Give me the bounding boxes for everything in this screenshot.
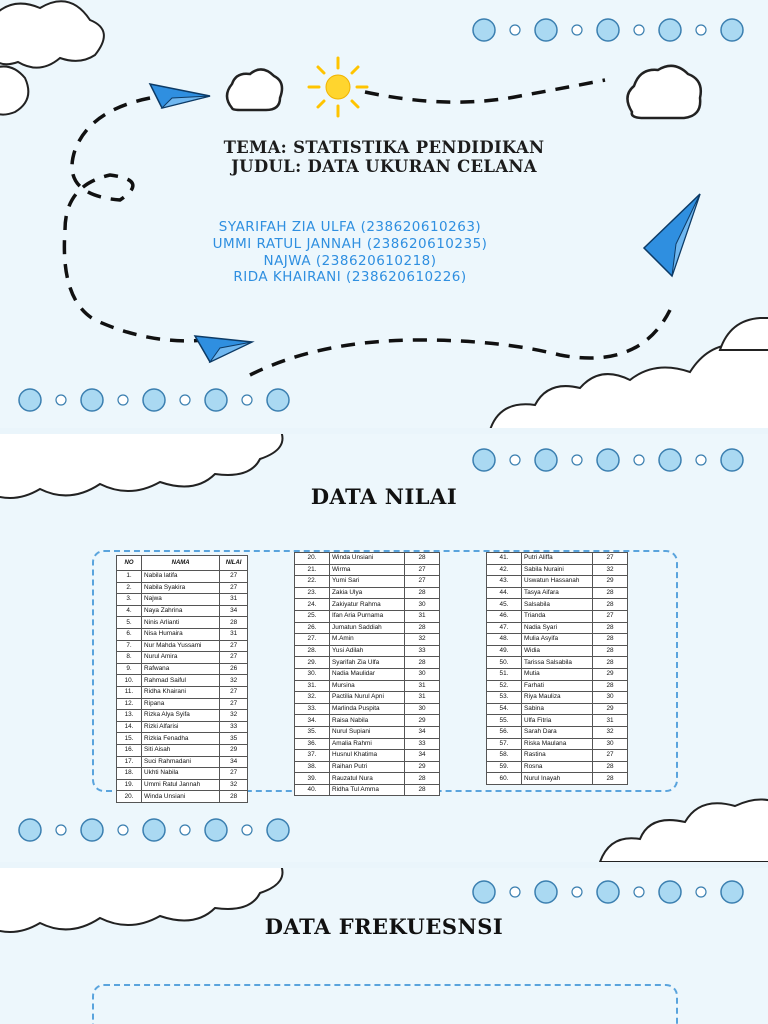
row-nilai: 31 (220, 628, 248, 640)
row-nilai: 28 (220, 617, 248, 629)
row-nama: Rizki Alfarisi (142, 721, 220, 733)
row-no: 28. (295, 645, 330, 657)
table-row (295, 645, 440, 657)
table-row (117, 721, 248, 733)
row-nama: Ripana (142, 698, 220, 710)
table-row (487, 564, 628, 576)
judul-title: JUDUL: DATA UKURAN CELANA (231, 157, 537, 176)
row-nama: Winda Unsiani (142, 791, 220, 803)
table-row (487, 587, 628, 599)
table-row (117, 686, 248, 698)
row-nama: Rizkia Fenadha (142, 733, 220, 745)
table-row (117, 779, 248, 791)
row-nama: Naya Zahrina (142, 605, 220, 617)
row-nama: Nur Mahda Yussami (142, 640, 220, 652)
row-nilai: 26 (220, 663, 248, 675)
row-nama: Widia (522, 645, 593, 657)
row-no: 29. (295, 657, 330, 669)
row-no: 56. (487, 726, 522, 738)
row-nama: Yusi Adilah (330, 645, 405, 657)
table-row (117, 744, 248, 756)
row-no: 54. (487, 703, 522, 715)
row-nilai: 31 (405, 610, 440, 622)
row-nilai: 27 (593, 553, 628, 565)
row-nilai: 32 (220, 710, 248, 722)
row-nama: Ifan Aria Purnama (330, 610, 405, 622)
row-nama: Winda Unsiani (330, 553, 405, 565)
row-no: 9. (117, 663, 142, 675)
row-nama: Uswatun Hassanah (522, 576, 593, 588)
row-nama: Nisa Humaira (142, 628, 220, 640)
row-nilai: 27 (593, 750, 628, 762)
row-nilai: 31 (593, 715, 628, 727)
row-no: 2. (117, 582, 142, 594)
row-no: 27. (295, 634, 330, 646)
row-nilai: 29 (405, 715, 440, 727)
table-row (295, 784, 440, 796)
row-no: 53. (487, 692, 522, 704)
row-nama: Zakiyatur Rahma (330, 599, 405, 611)
table-row (295, 761, 440, 773)
row-nilai: 32 (593, 726, 628, 738)
table-row (487, 726, 628, 738)
row-nama: Salsabila (522, 599, 593, 611)
table-row (487, 634, 628, 646)
table-row (117, 768, 248, 780)
row-nilai: 28 (405, 553, 440, 565)
row-nilai: 27 (405, 576, 440, 588)
row-nilai: 27 (220, 652, 248, 664)
row-nama: Farhati (522, 680, 593, 692)
row-no: 42. (487, 564, 522, 576)
row-no: 45. (487, 599, 522, 611)
bubble-decoration (473, 881, 743, 903)
row-nilai: 32 (593, 564, 628, 576)
table-row (117, 652, 248, 664)
table-row (487, 703, 628, 715)
table-row (117, 571, 248, 583)
row-nilai: 34 (220, 605, 248, 617)
table-row (117, 640, 248, 652)
row-no: 57. (487, 738, 522, 750)
row-nilai: 28 (593, 622, 628, 634)
table-row (295, 634, 440, 646)
row-nilai: 28 (405, 587, 440, 599)
author-1: SYARIFAH ZIA ULFA (238620610263) (218, 219, 482, 235)
table-row (295, 738, 440, 750)
row-no: 36. (295, 738, 330, 750)
row-nilai: 34 (220, 756, 248, 768)
row-nama: Ninis Arlianti (142, 617, 220, 629)
table-row (117, 582, 248, 594)
table-row (487, 657, 628, 669)
row-nama: Zakia Ulya (330, 587, 405, 599)
row-no: 31. (295, 680, 330, 692)
table-row (117, 733, 248, 745)
table-row (487, 576, 628, 588)
table-row (295, 587, 440, 599)
row-nilai: 30 (405, 703, 440, 715)
table-row (295, 750, 440, 762)
row-no: 22. (295, 576, 330, 588)
row-nama: Pactilia Nurul Apni (330, 692, 405, 704)
data-table-col1 (116, 555, 248, 803)
row-nilai: 28 (405, 657, 440, 669)
row-nama: Trianda (522, 610, 593, 622)
bubble-decoration (19, 19, 743, 411)
table-row (117, 675, 248, 687)
row-nilai: 27 (220, 640, 248, 652)
row-nilai: 28 (593, 599, 628, 611)
table-row (487, 553, 628, 565)
row-nama: Mulia Asyifa (522, 634, 593, 646)
row-nama: Nabila latifa (142, 571, 220, 583)
cloud-icon (0, 1, 104, 114)
table-row (117, 605, 248, 617)
table-row (487, 645, 628, 657)
data-nilai-page (0, 434, 768, 862)
row-no: 33. (295, 703, 330, 715)
cover-decoration (0, 0, 768, 428)
table-row (117, 791, 248, 803)
row-nilai: 27 (220, 582, 248, 594)
row-nilai: 32 (220, 779, 248, 791)
table-row (487, 750, 628, 762)
data-table-col3 (486, 552, 628, 785)
row-no: 50. (487, 657, 522, 669)
row-no: 15. (117, 733, 142, 745)
paper-plane-icon (150, 84, 210, 108)
table-row (295, 668, 440, 680)
row-nama: Jumatun Saddiah (330, 622, 405, 634)
table-row (117, 663, 248, 675)
table-row (295, 692, 440, 704)
row-nilai: 28 (593, 587, 628, 599)
row-nama: Riska Maulana (522, 738, 593, 750)
row-no: 25. (295, 610, 330, 622)
row-nilai: 27 (405, 564, 440, 576)
row-no: 4. (117, 605, 142, 617)
data-frekuensi-title: DATA FREKUESNSI (264, 914, 504, 939)
table-row (487, 610, 628, 622)
col-header-no: NO (117, 556, 142, 571)
row-nilai: 31 (220, 594, 248, 606)
row-no: 52. (487, 680, 522, 692)
table-row (295, 553, 440, 565)
row-no: 37. (295, 750, 330, 762)
table-row (295, 599, 440, 611)
cloud-icon (490, 318, 768, 428)
row-no: 34. (295, 715, 330, 727)
table-row (295, 657, 440, 669)
table-row (487, 773, 628, 785)
row-nama: Marlinda Puspita (330, 703, 405, 715)
table-row (487, 599, 628, 611)
row-nilai: 33 (220, 721, 248, 733)
row-nama: Suci Rahmadani (142, 756, 220, 768)
row-nilai: 30 (405, 599, 440, 611)
row-nilai: 27 (593, 610, 628, 622)
row-nama: Putri Aliffa (522, 553, 593, 565)
row-nama: Sabila Nuraini (522, 564, 593, 576)
row-nama: Ulfa Fitria (522, 715, 593, 727)
row-no: 5. (117, 617, 142, 629)
row-nama: Nurul Inayah (522, 773, 593, 785)
cover-page (0, 0, 768, 428)
row-nilai: 28 (593, 680, 628, 692)
row-nilai: 32 (220, 675, 248, 687)
table-row (295, 564, 440, 576)
table-row (295, 576, 440, 588)
row-nama: Rahmad Saiful (142, 675, 220, 687)
row-no: 14. (117, 721, 142, 733)
row-no: 16. (117, 744, 142, 756)
row-no: 39. (295, 773, 330, 785)
row-nama: Syarifah Zia Ulfa (330, 657, 405, 669)
row-nama: Sarah Dara (522, 726, 593, 738)
row-nama: Ukhti Nabila (142, 768, 220, 780)
row-nama: Najwa (142, 594, 220, 606)
table-row (295, 715, 440, 727)
row-nilai: 28 (405, 773, 440, 785)
row-no: 43. (487, 576, 522, 588)
table-row (487, 738, 628, 750)
row-nama: Amalia Rahmi (330, 738, 405, 750)
row-nama: M.Amin (330, 634, 405, 646)
row-nilai: 29 (593, 703, 628, 715)
row-nilai: 28 (405, 622, 440, 634)
data-table-col2 (294, 552, 440, 796)
row-nama: Sabina (522, 703, 593, 715)
row-nama: Nadia Syari (522, 622, 593, 634)
row-no: 44. (487, 587, 522, 599)
row-nilai: 34 (405, 750, 440, 762)
col-header-nama: NAMA (142, 556, 220, 571)
row-no: 13. (117, 710, 142, 722)
row-nilai: 28 (405, 784, 440, 796)
author-4: RIDA KHAIRANI (238620610226) (233, 269, 467, 285)
row-nilai: 30 (593, 692, 628, 704)
row-nilai: 29 (593, 576, 628, 588)
row-no: 48. (487, 634, 522, 646)
row-nama: Raisa Nabila (330, 715, 405, 727)
row-no: 7. (117, 640, 142, 652)
row-nilai: 29 (593, 668, 628, 680)
table-row (487, 692, 628, 704)
row-nama: Mutia (522, 668, 593, 680)
data-nilai-title: DATA NILAI (310, 484, 458, 509)
row-no: 10. (117, 675, 142, 687)
row-no: 18. (117, 768, 142, 780)
row-no: 60. (487, 773, 522, 785)
table-row (117, 628, 248, 640)
row-nilai: 33 (405, 645, 440, 657)
row-no: 20. (117, 791, 142, 803)
table-row (295, 680, 440, 692)
row-no: 35. (295, 726, 330, 738)
row-nilai: 28 (220, 791, 248, 803)
paper-plane-icon (195, 336, 252, 362)
row-nama: Nurul Amira (142, 652, 220, 664)
data-frekuensi-page (0, 868, 768, 1024)
table-row (487, 668, 628, 680)
row-nilai: 33 (405, 738, 440, 750)
row-no: 8. (117, 652, 142, 664)
author-3: NAJWA (238620610218) (263, 253, 437, 269)
table-row (295, 703, 440, 715)
author-2: UMMI RATUL JANNAH (238620610235) (212, 236, 488, 252)
row-nilai: 29 (220, 744, 248, 756)
row-no: 26. (295, 622, 330, 634)
row-nama: Nurul Supiani (330, 726, 405, 738)
table-row (487, 622, 628, 634)
row-no: 6. (117, 628, 142, 640)
row-nama: Nabila Syakira (142, 582, 220, 594)
table-row (487, 761, 628, 773)
row-nama: Siti Aisah (142, 744, 220, 756)
row-no: 46. (487, 610, 522, 622)
row-no: 19. (117, 779, 142, 791)
table-row (295, 622, 440, 634)
row-nilai: 29 (405, 761, 440, 773)
row-no: 40. (295, 784, 330, 796)
row-nama: Rastina (522, 750, 593, 762)
row-nama: Rosna (522, 761, 593, 773)
table-row (487, 715, 628, 727)
row-nama: Rafwana (142, 663, 220, 675)
row-nilai: 28 (593, 657, 628, 669)
table-row (487, 680, 628, 692)
row-nilai: 27 (220, 571, 248, 583)
row-no: 12. (117, 698, 142, 710)
row-nilai: 30 (405, 668, 440, 680)
row-no: 3. (117, 594, 142, 606)
col-header-nilai: NILAI (220, 556, 248, 571)
row-nama: Ridha Tul Amma (330, 784, 405, 796)
row-no: 58. (487, 750, 522, 762)
cloud-icon (227, 66, 701, 118)
table-row (295, 610, 440, 622)
row-no: 59. (487, 761, 522, 773)
row-no: 20. (295, 553, 330, 565)
row-nama: Riya Mauliza (522, 692, 593, 704)
row-nilai: 28 (593, 773, 628, 785)
row-nama: Yumi Sari (330, 576, 405, 588)
row-no: 38. (295, 761, 330, 773)
row-nama: Raihan Putri (330, 761, 405, 773)
sun-icon (309, 58, 367, 116)
table-row (117, 698, 248, 710)
row-no: 21. (295, 564, 330, 576)
row-no: 41. (487, 553, 522, 565)
row-nilai: 32 (405, 634, 440, 646)
row-nama: Wirma (330, 564, 405, 576)
row-nama: Mursina (330, 680, 405, 692)
row-nama: Tarissa Salsabila (522, 657, 593, 669)
row-nilai: 31 (405, 680, 440, 692)
row-nilai: 31 (405, 692, 440, 704)
row-no: 30. (295, 668, 330, 680)
row-nilai: 28 (593, 645, 628, 657)
row-no: 51. (487, 668, 522, 680)
row-no: 17. (117, 756, 142, 768)
row-no: 47. (487, 622, 522, 634)
row-nama: Nadia Maulidar (330, 668, 405, 680)
row-nilai: 30 (593, 738, 628, 750)
tema-title: TEMA: STATISTIKA PENDIDIKAN (223, 138, 545, 157)
row-nama: Rizka Alya Syifa (142, 710, 220, 722)
row-nilai: 27 (220, 698, 248, 710)
table-row (295, 726, 440, 738)
row-nilai: 35 (220, 733, 248, 745)
row-nilai: 34 (405, 726, 440, 738)
paper-plane-icon (644, 194, 700, 276)
row-no: 49. (487, 645, 522, 657)
row-nama: Ummi Ratul Jannah (142, 779, 220, 791)
table-row (117, 594, 248, 606)
row-nilai: 27 (220, 686, 248, 698)
row-nilai: 28 (593, 761, 628, 773)
row-nama: Tasya Aifara (522, 587, 593, 599)
row-no: 24. (295, 599, 330, 611)
row-no: 1. (117, 571, 142, 583)
row-nama: Husnul Khatima (330, 750, 405, 762)
row-nama: Rauzatul Nura (330, 773, 405, 785)
row-no: 32. (295, 692, 330, 704)
row-no: 11. (117, 686, 142, 698)
table-row (117, 617, 248, 629)
frekuensi-frame (92, 984, 678, 1024)
table-row (295, 773, 440, 785)
row-nilai: 28 (593, 634, 628, 646)
table-row (117, 710, 248, 722)
row-nama: Ridha Khairani (142, 686, 220, 698)
table-row (117, 756, 248, 768)
row-no: 55. (487, 715, 522, 727)
row-nilai: 27 (220, 768, 248, 780)
row-no: 23. (295, 587, 330, 599)
